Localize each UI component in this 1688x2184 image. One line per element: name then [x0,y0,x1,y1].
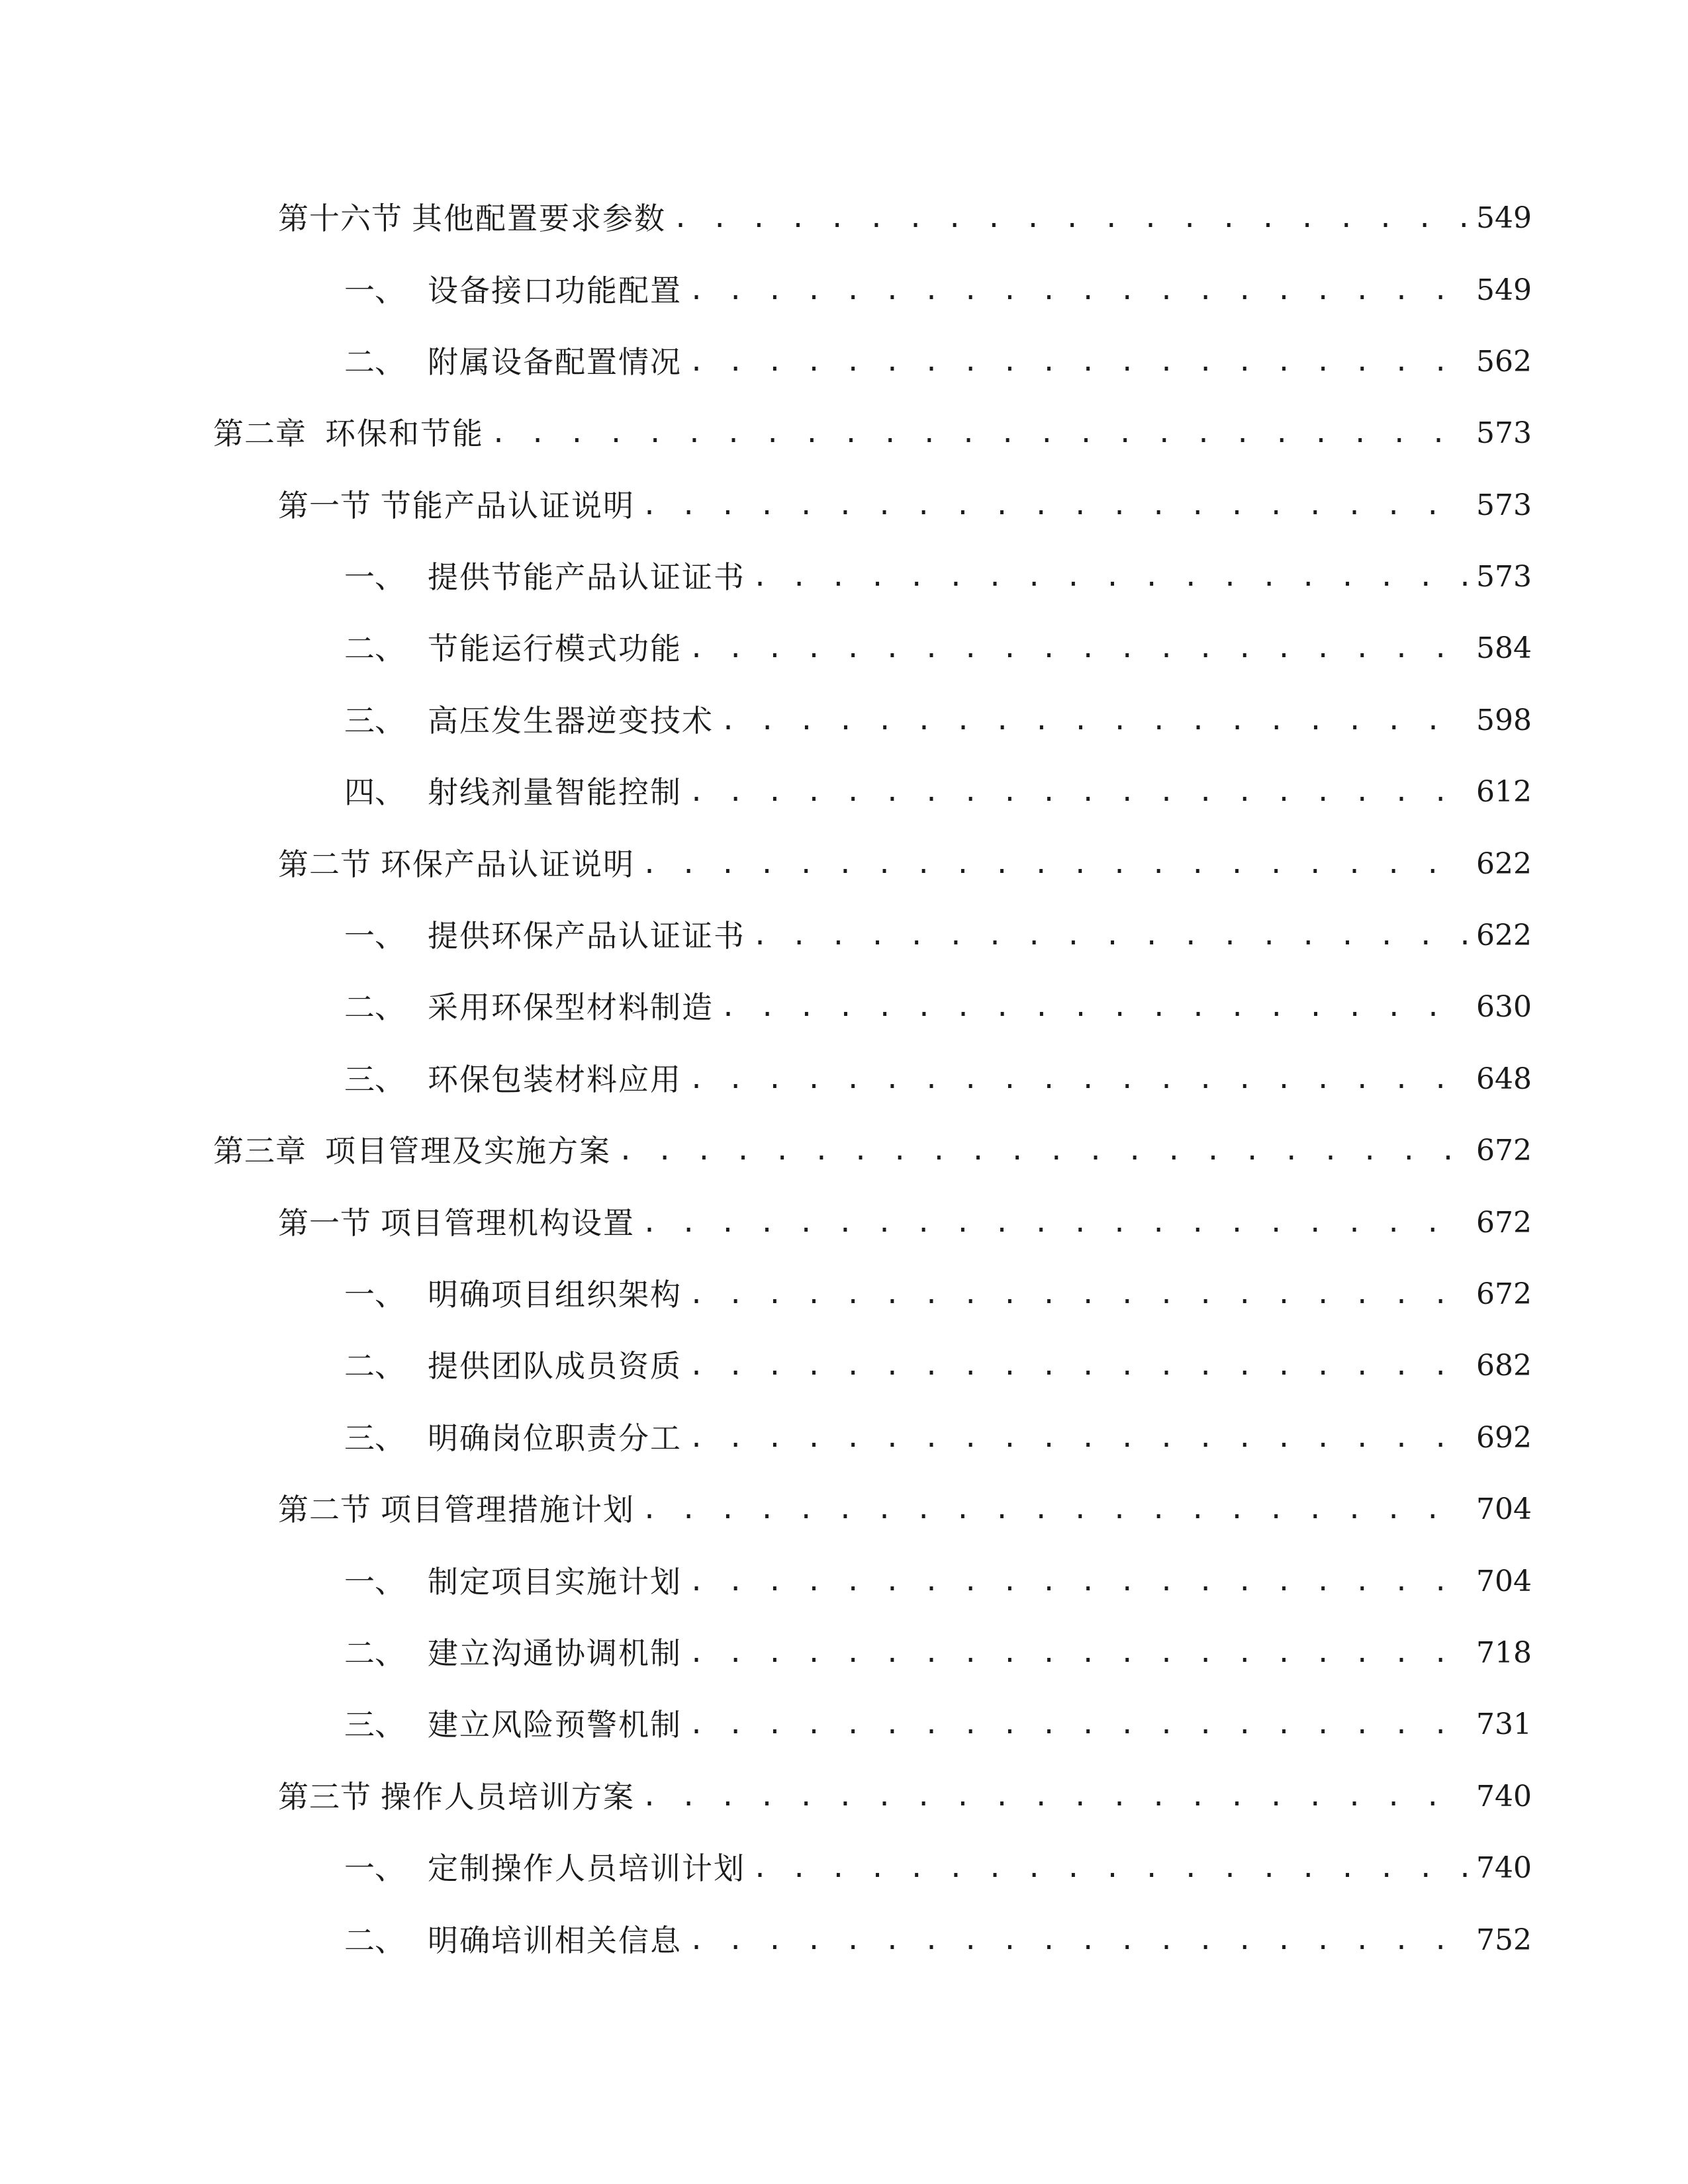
toc-entry-item[interactable] [344,1555,1532,1608]
toc-entry-marker: 三、 [344,1707,405,1743]
toc-dot-leader [688,622,1468,675]
toc-entry-item[interactable] [344,1842,1532,1895]
toc-entry-page-number: 718 [1476,1636,1532,1670]
toc-entry-page-number: 573 [1476,560,1532,594]
toc-entry-page-number: 598 [1476,704,1532,737]
toc-entry-title: 建立沟通协调机制 [428,1635,682,1671]
toc-entry-item[interactable] [344,1914,1532,1967]
toc-dot-leader [618,1124,1468,1177]
toc-entry-title: 明确项目组织架构 [428,1277,682,1312]
toc-entry-item[interactable] [344,766,1532,819]
toc-dot-leader [641,1197,1468,1250]
toc-entry-section[interactable] [278,479,1532,532]
toc-entry-marker: 第十六节 [278,201,402,236]
toc-entry-section[interactable] [278,1197,1532,1250]
toc-entry-marker: 第三节 [278,1779,371,1815]
toc-dot-leader [688,1268,1468,1321]
toc-entry-item[interactable] [344,1053,1532,1106]
toc-entry-marker: 一、 [344,1564,405,1600]
toc-dot-leader [688,1698,1468,1751]
toc-entry-page-number: 622 [1476,847,1532,881]
toc-entry-page-number: 682 [1476,1349,1532,1383]
toc-entry-page-number: 672 [1476,1134,1532,1167]
toc-dot-leader [688,1555,1468,1608]
toc-entry-item[interactable] [344,1340,1532,1392]
toc-dot-leader [720,694,1468,747]
toc-entry-page-number: 692 [1476,1421,1532,1455]
toc-entry-marker: 三、 [344,703,405,739]
toc-dot-leader [688,766,1468,819]
toc-entry-chapter[interactable] [213,407,1532,460]
toc-entry-title: 明确培训相关信息 [428,1923,682,1958]
toc-entry-item[interactable] [344,1268,1532,1321]
toc-entry-marker: 二、 [344,631,405,666]
toc-entry-title: 提供节能产品认证证书 [428,559,745,595]
toc-entry-title: 环保和节能 [325,416,484,451]
toc-dot-leader [688,264,1468,317]
toc-entry-title: 节能运行模式功能 [428,631,682,666]
toc-entry-page-number: 562 [1476,345,1532,379]
toc-entry-title: 提供环保产品认证证书 [428,918,745,954]
toc-entry-item[interactable] [344,981,1532,1034]
toc-dot-leader [752,551,1468,604]
toc-entry-section[interactable] [278,1770,1532,1823]
toc-entry-title: 制定项目实施计划 [428,1564,682,1600]
toc-dot-leader [720,981,1468,1034]
toc-entry-marker: 第三章 [213,1133,306,1169]
toc-dot-leader [688,1914,1468,1967]
toc-entry-marker: 一、 [344,918,405,954]
toc-entry-page-number: 573 [1476,416,1532,450]
toc-entry-page-number: 573 [1476,488,1532,522]
toc-entry-item[interactable] [344,551,1532,604]
toc-dot-leader [641,479,1468,532]
toc-entry-title: 环保产品认证说明 [381,846,635,882]
toc-dot-leader [688,1412,1468,1465]
toc-dot-leader [688,1627,1468,1680]
toc-entry-section[interactable] [278,838,1532,891]
toc-entry-page-number: 740 [1476,1780,1532,1813]
toc-entry-page-number: 622 [1476,919,1532,952]
toc-entry-title: 设备接口功能配置 [428,273,682,308]
toc-entry-page-number: 648 [1476,1062,1532,1096]
toc-entry-section[interactable] [278,192,1532,245]
toc-entry-page-number: 630 [1476,990,1532,1024]
toc-entry-item[interactable] [344,622,1532,675]
toc-entry-page-number: 584 [1476,631,1532,665]
toc-entry-marker: 第一节 [278,488,371,523]
toc-entry-title: 环保包装材料应用 [428,1062,682,1097]
toc-entry-page-number: 549 [1476,273,1532,307]
toc-entry-marker: 一、 [344,1277,405,1312]
toc-entry-title: 高压发生器逆变技术 [428,703,714,739]
toc-entry-section[interactable] [278,1483,1532,1536]
toc-entry-item[interactable] [344,336,1532,388]
toc-entry-title: 其他配置要求参数 [412,201,666,236]
toc-dot-leader [641,1483,1468,1536]
toc-entry-item[interactable] [344,1412,1532,1465]
toc-entry-page-number: 704 [1476,1492,1532,1526]
toc-dot-leader [752,909,1468,962]
toc-entry-page-number: 740 [1476,1851,1532,1885]
toc-entry-marker: 第一节 [278,1205,371,1241]
toc-entry-item[interactable] [344,909,1532,962]
toc-entry-title: 建立风险预警机制 [428,1707,682,1743]
toc-entry-title: 定制操作人员培训计划 [428,1850,745,1886]
toc-entry-marker: 三、 [344,1062,405,1097]
toc-entry-item[interactable] [344,264,1532,317]
toc-entry-page-number: 549 [1476,201,1532,235]
toc-entry-marker: 三、 [344,1420,405,1456]
toc-entry-marker: 二、 [344,1635,405,1671]
toc-entry-page-number: 704 [1476,1565,1532,1598]
toc-entry-marker: 二、 [344,1923,405,1958]
toc-dot-leader [641,1770,1468,1823]
toc-entry-chapter[interactable] [213,1124,1532,1177]
toc-entry-marker: 二、 [344,1348,405,1384]
toc-entry-item[interactable] [344,1698,1532,1751]
toc-entry-title: 操作人员培训方案 [381,1779,635,1815]
toc-entry-title: 明确岗位职责分工 [428,1420,682,1456]
toc-dot-leader [688,336,1468,388]
toc-entry-title: 附属设备配置情况 [428,344,682,380]
toc-entry-title: 项目管理及实施方案 [325,1133,611,1169]
toc-entry-title: 提供团队成员资质 [428,1348,682,1384]
toc-entry-marker: 一、 [344,559,405,595]
toc-entry-marker: 二、 [344,344,405,380]
toc-entry-marker: 第二节 [278,1492,371,1527]
toc-entry-marker: 四、 [344,774,405,810]
toc-entry-page-number: 731 [1476,1707,1532,1741]
toc-entry-item[interactable] [344,1627,1532,1680]
toc-entry-page-number: 752 [1476,1923,1532,1957]
toc-entry-title: 采用环保型材料制造 [428,989,714,1025]
toc-entry-marker: 一、 [344,1850,405,1886]
toc-entry-title: 项目管理机构设置 [381,1205,635,1241]
toc-entry-title: 射线剂量智能控制 [428,774,682,810]
toc-entry-marker: 二、 [344,989,405,1025]
toc-entry-page-number: 672 [1476,1277,1532,1311]
toc-entry-marker: 第二章 [213,416,306,451]
toc-entry-title: 项目管理措施计划 [381,1492,635,1527]
toc-dot-leader [752,1842,1468,1895]
toc-entry-title: 节能产品认证说明 [381,488,635,523]
toc-entry-marker: 第二节 [278,846,371,882]
toc-dot-leader [688,1340,1468,1392]
toc-dot-leader [491,407,1468,460]
toc-entry-marker: 一、 [344,273,405,308]
toc-dot-leader [673,192,1468,245]
toc-dot-leader [641,838,1468,891]
toc-entry-page-number: 612 [1476,775,1532,809]
toc-entry-page-number: 672 [1476,1206,1532,1240]
toc-entry-item[interactable] [344,694,1532,747]
toc-dot-leader [688,1053,1468,1106]
